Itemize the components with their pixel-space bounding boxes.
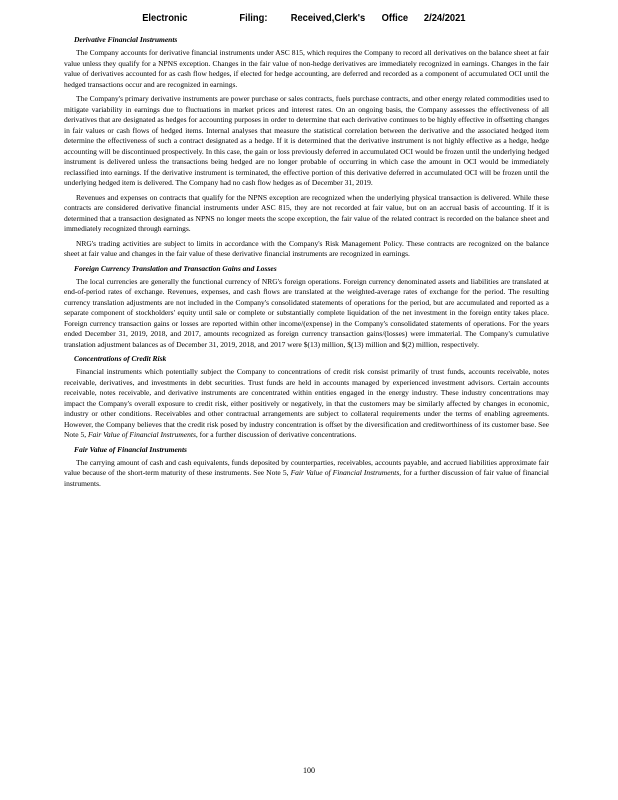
paragraph: The local currencies are generally the functional currency of NRG's foreign operations. Foreign currency denominated assets and liabilities are translated at end-of-period rates of exchange. Revenues, expenses, and cash flows are translated at the weighted-average rates of exchange for the period. The resulting currency translation adjustments are not included in the Company's consolidated statements of operations for the period, but are accumulated and reported as a separate component of stockholders' equity until sale or complete or substantially complete liquidation of the net investment in the foreign entity takes place. Foreign currency transaction gains or losses are reported within other income/(expense) in the Company's consolidated statements of operations. For the years ended December 31, 2019, 2018, and 2017, amounts recognized as foreign currency transaction gains/(losses) were immaterial. The Company's cumulative translation adjustment balances as of December 31, 2019, 2018, and 2017 were $(13) million, $(13) million and $(2) million, respectively. — [64, 276, 549, 349]
paragraph: The Company's primary derivative instruments are power purchase or sales contracts, fuels purchase contracts, and other energy related commodities used to mitigate variability in earnings due to fluctuations in market prices and interest rates. On an ongoing basis, the Company assesses the effectiveness of all derivatives that are designated as hedges for accounting purposes in order to determine that each derivative continues to be highly effective in offsetting changes in fair values or cash flows of hedged items. Internal analyses that measure the statistical correlation between the derivative and the associated hedged item determine the effectiveness of such a contract designated as a hedge. If it is determined that the derivative instrument is not highly effective as a hedge, hedge accounting will be discontinued prospectively. In this case, the gain or loss previously deferred in accumulated OCI would be frozen until the underlying hedged instrument is delivered unless the transactions being hedged are no longer probable of occurring in which case the amount in OCI would be immediately reclassified into earnings. If the derivative instrument is terminated, the effective portion of this derivative deferred in accumulated OCI will be frozen until the underlying hedged item is delivered. The Company had no cash flow hedges as of December 31, 2019. — [64, 94, 549, 187]
paragraph — [64, 367, 549, 441]
document-body — [64, 35, 549, 493]
note-reference: Fair Value of Financial Instruments, — [87, 430, 198, 439]
stamp-filing: Filing: — [239, 13, 268, 24]
page-number: 100 — [303, 766, 315, 775]
paragraph-text: for a further discussion of fair value of financial instruments. — [64, 468, 549, 488]
section-heading-fair-value: Fair Value of Financial Instruments — [74, 444, 187, 454]
paragraph: NRG's trading activities are subject to limits in accordance with the Company's Risk Management Policy. These contracts are recognized on the balance sheet at fair value and changes in the fair value of these derivative financial instruments are recognized in earnings. — [64, 238, 549, 258]
stamp-date: 2/24/2021 — [423, 13, 466, 24]
paragraph-text: for a further discussion of derivative concentrations. — [197, 430, 357, 439]
paragraph — [64, 458, 549, 490]
section-heading-foreign-currency: Foreign Currency Translation and Transaction Gains and Losses — [74, 263, 277, 273]
stamp-electronic: Electronic — [142, 13, 188, 24]
paragraph-text: The carrying amount of cash and cash equivalents, funds deposited by counterparties, receivables, accounts payable, and accrued liabilities approximate fair value because of the short-term maturity of these instruments. See Note 5, — [64, 457, 549, 477]
stamp-office: Office — [381, 13, 409, 24]
section-heading-derivatives: Derivative Financial Instruments — [74, 35, 178, 44]
section-heading-credit-risk: Concentrations of Credit Risk — [74, 354, 167, 363]
paragraph: Revenues and expenses on contracts that qualify for the NPNS exception are recognized when the underlying physical transaction is delivered. While these contracts are considered derivative financial instruments under ASC 815, they are not recorded at fair value, but on an accrual basis of accounting. If it is determined that a transaction designated as NPNS no longer meets the scope exception, the fair value of the related contract is recorded on the balance sheet and immediately recognized through earnings. — [64, 192, 549, 233]
note-reference: Fair Value of Financial Instruments, — [290, 468, 402, 477]
stamp-received: Received,Clerk's — [290, 13, 366, 24]
paragraph-text: Financial instruments which potentially subject the Company to concentrations of credit risk consist primarily of trust funds, accounts receivable, notes receivable, derivatives, and investments in debt securities. Trust funds are held in accounts managed by experienced investment advisors. Certain accounts receivable, notes receivable, and derivative instruments are concentrated within entities engaged in the energy industry. These industry concentrations may impact the Company's overall exposure to credit risk, either positively or negatively, in that the customers may be similarly affected by changes in economic, industry or other conditions. Receivables and other contractual arrangements are subject to collateral requirements under the terms of enabling agreements. However, the Company believes that the credit risk posed by industry concentration is offset by the diversification and creditworthiness of its customer base. See Note 5, — [64, 367, 549, 439]
paragraph: The Company accounts for derivative financial instruments under ASC 815, which requires the Company to record all derivatives on the balance sheet at fair value unless they qualify for a NPNS exception. Changes in the fair value of non-hedge derivatives are immediately recognized in earnings. Changes in the fair value of derivatives accounted for as cash flow hedges, if elected for hedge accounting, are deferred and recorded as a component of accumulated OCI until the hedged transactions occur and are recognized in earnings. — [64, 48, 549, 89]
filing-stamp — [0, 13, 556, 25]
